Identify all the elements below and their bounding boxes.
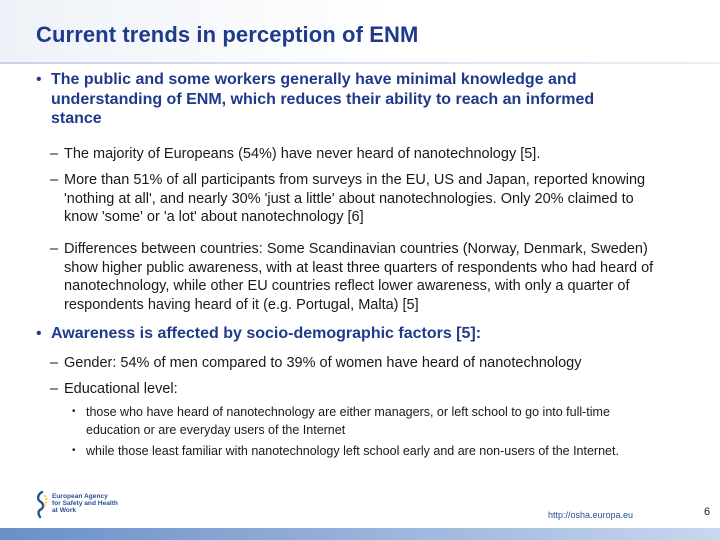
bullet-level3: [72, 442, 662, 460]
dash-icon: –: [50, 146, 59, 162]
bullet-level1: [36, 70, 636, 129]
bullet-level2: [50, 380, 670, 399]
bullet-dot-icon: •: [36, 71, 42, 88]
page-number: 6: [704, 506, 711, 518]
dash-icon: –: [50, 381, 59, 397]
dash-icon: –: [50, 241, 59, 257]
footer-url-link[interactable]: http://osha.europa.eu: [548, 510, 634, 520]
bullet-text: More than 51% of all participants from surveys in the EU, US and Japan, reported knowing 'nothing at all', and nearly 30% 'just a little' about nanotechnologies. Only 20% claimed to know 'some' or 'a lot' about nanotechnology [6]: [64, 172, 646, 225]
header-rule: [0, 62, 720, 64]
bullet-level2: [50, 354, 670, 373]
dash-icon: –: [50, 172, 59, 188]
logo-line: at Work: [52, 507, 77, 515]
bullet-text: Awareness is affected by socio-demographic factors [5]:: [51, 325, 482, 342]
footer-bar: [0, 528, 720, 540]
bullet-dot-icon: •: [72, 445, 76, 456]
dash-icon: –: [50, 355, 59, 371]
bullet-text: The majority of Europeans (54%) have never heard of nanotechnology [5].: [64, 146, 541, 162]
bullet-level2: [50, 240, 670, 314]
bullet-level3: [72, 403, 662, 439]
logo-line: European Agency: [52, 493, 108, 500]
bullet-text: The public and some workers generally have minimal knowledge and understanding of ENM, which reduces their ability to reach an informed stance: [51, 71, 595, 127]
bullet-level2: [50, 171, 670, 227]
bullet-text: Differences between countries: Some Scandinavian countries (Norway, Denmark, Sweden) show higher public awareness, with at least three quarters of respondents who had heard of nanotechnology, while other EU countries reflect lower awareness, with only a quarter of respondents having heard of it (e.g. Portugal, Malta) [5]: [64, 241, 654, 313]
bullet-text: Educational level:: [64, 381, 178, 397]
bullet-dot-icon: •: [72, 406, 76, 417]
agency-logo-icon: [34, 491, 50, 519]
bullet-level1: [36, 324, 636, 344]
logo-line: for Safety and Health: [52, 500, 118, 508]
bullet-dot-icon: •: [36, 325, 42, 342]
bullet-text: while those least familiar with nanotechnology left school early and are non-users of the Internet.: [86, 444, 619, 458]
bullet-text: Gender: 54% of men compared to 39% of women have heard of nanotechnology: [64, 355, 582, 371]
slide-title: Current trends in perception of ENM: [36, 22, 419, 47]
bullet-text: those who have heard of nanotechnology are either managers, or left school to go into full-time education or are everyday users of the Internet: [86, 405, 610, 437]
bullet-level2: [50, 145, 670, 164]
agency-logo: [34, 491, 124, 521]
agency-logo-text: [52, 493, 118, 515]
